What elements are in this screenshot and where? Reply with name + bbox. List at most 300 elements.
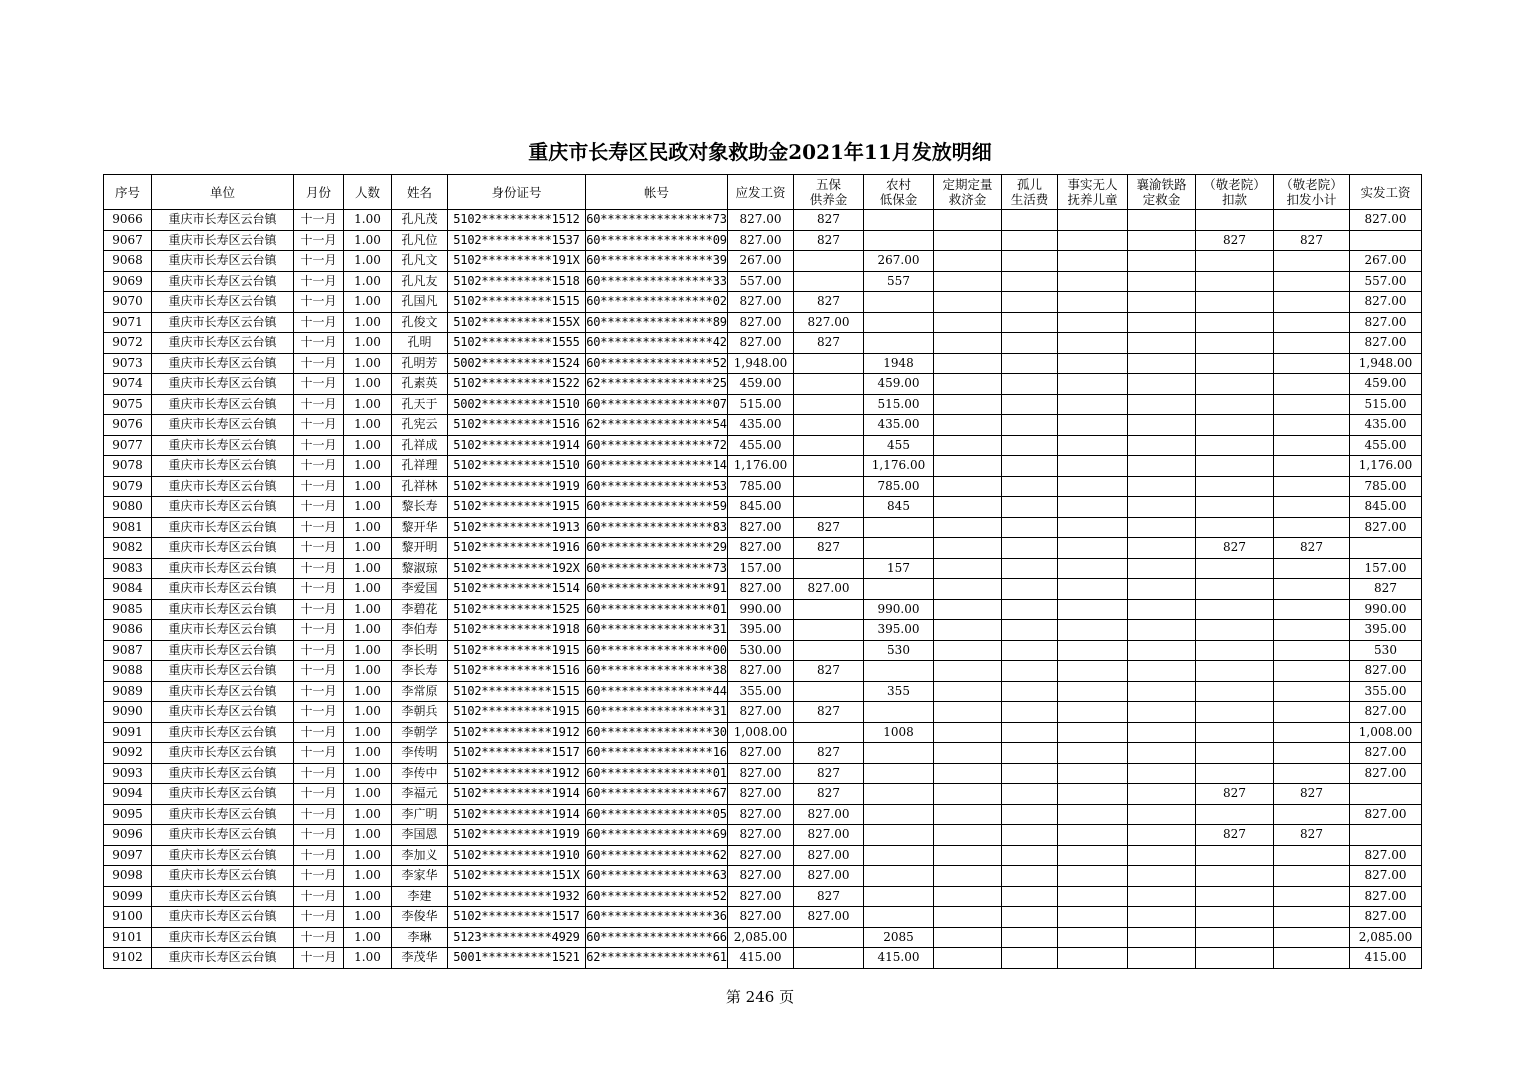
- table-cell: [1058, 579, 1128, 600]
- table-cell: 9076: [104, 415, 152, 436]
- table-cell: [1196, 845, 1274, 866]
- table-cell: 1.00: [344, 825, 392, 846]
- table-cell: [794, 251, 864, 272]
- table-cell: 重庆市长寿区云台镇: [152, 230, 294, 251]
- table-cell: [1196, 927, 1274, 948]
- table-cell: 9093: [104, 763, 152, 784]
- table-cell: 827.00: [728, 517, 794, 538]
- table-cell: [934, 558, 1002, 579]
- table-cell: 重庆市长寿区云台镇: [152, 333, 294, 354]
- table-cell: 60****************36: [586, 907, 728, 928]
- column-header: 帐号: [586, 175, 728, 210]
- table-cell: [1058, 722, 1128, 743]
- table-cell: 十一月: [294, 784, 344, 805]
- column-header: 五保 供养金: [794, 175, 864, 210]
- table-cell: 827.00: [728, 743, 794, 764]
- table-cell: 827.00: [1350, 702, 1422, 723]
- table-cell: [1196, 681, 1274, 702]
- table-cell: 60****************09: [586, 230, 728, 251]
- table-cell: [1128, 497, 1196, 518]
- table-cell: 1.00: [344, 599, 392, 620]
- table-cell: [934, 866, 1002, 887]
- table-cell: 5102**********1914: [448, 784, 586, 805]
- table-cell: 孔俊文: [392, 312, 448, 333]
- table-cell: 355: [864, 681, 934, 702]
- table-cell: 557.00: [1350, 271, 1422, 292]
- table-cell: 黎开华: [392, 517, 448, 538]
- table-cell: 9067: [104, 230, 152, 251]
- table-cell: 5102**********151X: [448, 866, 586, 887]
- table-cell: [1196, 415, 1274, 436]
- table-cell: 1.00: [344, 804, 392, 825]
- table-cell: [794, 415, 864, 436]
- table-cell: [1128, 825, 1196, 846]
- table-cell: 5102**********1913: [448, 517, 586, 538]
- table-cell: 孔凡文: [392, 251, 448, 272]
- table-cell: [934, 271, 1002, 292]
- table-cell: 515.00: [1350, 394, 1422, 415]
- table-cell: 60****************39: [586, 251, 728, 272]
- table-cell: 827: [794, 743, 864, 764]
- table-cell: 十一月: [294, 763, 344, 784]
- table-cell: 60****************52: [586, 353, 728, 374]
- table-cell: 415.00: [728, 948, 794, 969]
- table-cell: 62****************61: [586, 948, 728, 969]
- table-cell: [794, 948, 864, 969]
- table-cell: [1274, 579, 1350, 600]
- relief-fund-table: [103, 174, 1422, 969]
- table-cell: 827: [1196, 825, 1274, 846]
- table-cell: 5102**********1916: [448, 538, 586, 559]
- table-cell: 827.00: [728, 784, 794, 805]
- table-cell: [1128, 353, 1196, 374]
- table-cell: [1128, 210, 1196, 231]
- table-cell: [1002, 333, 1058, 354]
- table-cell: [1002, 394, 1058, 415]
- table-body: [104, 210, 1422, 969]
- table-cell: [1058, 312, 1128, 333]
- table-row: [104, 374, 1422, 395]
- table-cell: 455: [864, 435, 934, 456]
- table-cell: 60****************89: [586, 312, 728, 333]
- table-cell: [1274, 435, 1350, 456]
- table-cell: 5102**********1915: [448, 497, 586, 518]
- table-cell: [1274, 456, 1350, 477]
- table-cell: [934, 661, 1002, 682]
- table-cell: 十一月: [294, 538, 344, 559]
- table-cell: [1058, 681, 1128, 702]
- table-cell: 李建: [392, 886, 448, 907]
- table-cell: 十一月: [294, 456, 344, 477]
- table-cell: [1128, 435, 1196, 456]
- table-cell: 530.00: [728, 640, 794, 661]
- table-cell: [1002, 886, 1058, 907]
- table-cell: 9092: [104, 743, 152, 764]
- table-cell: [1058, 661, 1128, 682]
- table-cell: 827.00: [1350, 661, 1422, 682]
- table-cell: [794, 456, 864, 477]
- table-cell: 李朝兵: [392, 702, 448, 723]
- table-cell: [1002, 374, 1058, 395]
- table-cell: 60****************33: [586, 271, 728, 292]
- table-cell: 845: [864, 497, 934, 518]
- table-cell: [1058, 743, 1128, 764]
- table-row: [104, 927, 1422, 948]
- table-cell: 1.00: [344, 251, 392, 272]
- table-cell: 李加义: [392, 845, 448, 866]
- table-cell: 5102**********1537: [448, 230, 586, 251]
- table-cell: [1128, 620, 1196, 641]
- table-cell: [934, 825, 1002, 846]
- table-cell: [1274, 394, 1350, 415]
- table-cell: [794, 681, 864, 702]
- table-cell: [1128, 845, 1196, 866]
- table-cell: [1196, 866, 1274, 887]
- table-cell: 重庆市长寿区云台镇: [152, 312, 294, 333]
- table-row: [104, 271, 1422, 292]
- table-cell: [1002, 271, 1058, 292]
- table-cell: 5102**********1914: [448, 804, 586, 825]
- column-header: （敬老院） 扣发小计: [1274, 175, 1350, 210]
- table-cell: [794, 599, 864, 620]
- table-cell: 827: [794, 886, 864, 907]
- table-cell: 重庆市长寿区云台镇: [152, 743, 294, 764]
- table-cell: [934, 394, 1002, 415]
- column-header: 身份证号: [448, 175, 586, 210]
- table-cell: [794, 722, 864, 743]
- table-row: [104, 804, 1422, 825]
- table-cell: [1274, 681, 1350, 702]
- table-cell: [1128, 743, 1196, 764]
- table-cell: 1.00: [344, 497, 392, 518]
- table-cell: 435.00: [1350, 415, 1422, 436]
- table-cell: [1128, 271, 1196, 292]
- table-cell: [934, 415, 1002, 436]
- table-cell: [1274, 251, 1350, 272]
- table-cell: [1128, 292, 1196, 313]
- table-cell: 60****************91: [586, 579, 728, 600]
- table-cell: 1.00: [344, 517, 392, 538]
- table-row: [104, 599, 1422, 620]
- table-cell: [1128, 415, 1196, 436]
- table-cell: 李传明: [392, 743, 448, 764]
- table-cell: [934, 845, 1002, 866]
- table-cell: 827.00: [1350, 866, 1422, 887]
- table-cell: 十一月: [294, 271, 344, 292]
- table-cell: 重庆市长寿区云台镇: [152, 722, 294, 743]
- column-header: 应发工资: [728, 175, 794, 210]
- table-row: [104, 210, 1422, 231]
- table-cell: [794, 558, 864, 579]
- table-cell: [1196, 948, 1274, 969]
- table-cell: [1196, 620, 1274, 641]
- table-cell: [1058, 784, 1128, 805]
- table-cell: [1002, 948, 1058, 969]
- table-cell: 9072: [104, 333, 152, 354]
- table-cell: 60****************07: [586, 394, 728, 415]
- table-cell: 785.00: [728, 476, 794, 497]
- table-cell: 十一月: [294, 353, 344, 374]
- table-cell: 9089: [104, 681, 152, 702]
- table-cell: 557: [864, 271, 934, 292]
- table-cell: [1002, 415, 1058, 436]
- table-cell: [1058, 497, 1128, 518]
- table-cell: [1128, 907, 1196, 928]
- table-cell: 9099: [104, 886, 152, 907]
- table-cell: 5102**********1932: [448, 886, 586, 907]
- table-cell: 60****************62: [586, 845, 728, 866]
- table-cell: 孔明: [392, 333, 448, 354]
- table-cell: [1128, 866, 1196, 887]
- table-cell: 60****************59: [586, 497, 728, 518]
- table-row: [104, 702, 1422, 723]
- table-cell: [1058, 866, 1128, 887]
- table-cell: [1274, 374, 1350, 395]
- table-cell: [1058, 825, 1128, 846]
- table-cell: 1.00: [344, 415, 392, 436]
- table-cell: 827.00: [728, 804, 794, 825]
- table-cell: 355.00: [1350, 681, 1422, 702]
- table-cell: 785.00: [864, 476, 934, 497]
- table-cell: [1058, 927, 1128, 948]
- table-cell: [1002, 292, 1058, 313]
- table-cell: [934, 210, 1002, 231]
- table-cell: 5002**********1510: [448, 394, 586, 415]
- table-cell: 435.00: [728, 415, 794, 436]
- table-cell: 60****************73: [586, 210, 728, 231]
- table-cell: [1274, 866, 1350, 887]
- table-cell: 1.00: [344, 312, 392, 333]
- table-cell: 9084: [104, 579, 152, 600]
- table-cell: [1196, 640, 1274, 661]
- table-cell: 1.00: [344, 353, 392, 374]
- table-row: [104, 579, 1422, 600]
- table-cell: 827: [794, 292, 864, 313]
- table-cell: [1058, 948, 1128, 969]
- table-cell: [1002, 845, 1058, 866]
- table-cell: 李国恩: [392, 825, 448, 846]
- table-cell: 827: [794, 702, 864, 723]
- table-cell: 重庆市长寿区云台镇: [152, 804, 294, 825]
- table-cell: [1128, 312, 1196, 333]
- table-cell: [864, 517, 934, 538]
- table-cell: 李伯寿: [392, 620, 448, 641]
- table-cell: 重庆市长寿区云台镇: [152, 251, 294, 272]
- table-cell: [794, 435, 864, 456]
- table-cell: 395.00: [864, 620, 934, 641]
- table-cell: [934, 333, 1002, 354]
- table-cell: 9094: [104, 784, 152, 805]
- table-cell: [934, 927, 1002, 948]
- table-cell: [864, 866, 934, 887]
- table-cell: 重庆市长寿区云台镇: [152, 866, 294, 887]
- table-cell: 845.00: [728, 497, 794, 518]
- table-cell: 827.00: [728, 333, 794, 354]
- table-cell: 1.00: [344, 845, 392, 866]
- table-cell: [1058, 620, 1128, 641]
- table-cell: [934, 435, 1002, 456]
- table-cell: [1196, 312, 1274, 333]
- column-header: 单位: [152, 175, 294, 210]
- table-cell: [1002, 927, 1058, 948]
- table-cell: [1274, 948, 1350, 969]
- table-cell: 孔祥林: [392, 476, 448, 497]
- table-cell: 785.00: [1350, 476, 1422, 497]
- table-cell: 157.00: [728, 558, 794, 579]
- table-cell: [1002, 538, 1058, 559]
- table-cell: 5102**********1919: [448, 825, 586, 846]
- table-cell: [1274, 558, 1350, 579]
- table-cell: 60****************00: [586, 640, 728, 661]
- table-cell: 1,008.00: [1350, 722, 1422, 743]
- table-cell: [1196, 907, 1274, 928]
- table-row: [104, 476, 1422, 497]
- table-cell: [1058, 251, 1128, 272]
- table-cell: 60****************05: [586, 804, 728, 825]
- table-cell: [1128, 702, 1196, 723]
- table-cell: 60****************67: [586, 784, 728, 805]
- table-cell: 重庆市长寿区云台镇: [152, 948, 294, 969]
- table-cell: [1128, 230, 1196, 251]
- table-cell: [1196, 599, 1274, 620]
- table-cell: 重庆市长寿区云台镇: [152, 702, 294, 723]
- table-header-row: [104, 175, 1422, 210]
- table-row: [104, 333, 1422, 354]
- table-cell: 827.00: [794, 825, 864, 846]
- table-cell: 827: [1196, 784, 1274, 805]
- table-cell: 5102**********1918: [448, 620, 586, 641]
- table-cell: [1196, 476, 1274, 497]
- table-cell: [864, 825, 934, 846]
- table-cell: [1196, 661, 1274, 682]
- table-cell: [1196, 435, 1274, 456]
- table-cell: 827: [794, 210, 864, 231]
- table-cell: 重庆市长寿区云台镇: [152, 927, 294, 948]
- table-cell: 重庆市长寿区云台镇: [152, 538, 294, 559]
- table-cell: 827.00: [1350, 743, 1422, 764]
- table-cell: [864, 784, 934, 805]
- table-cell: 李琳: [392, 927, 448, 948]
- table-cell: 十一月: [294, 497, 344, 518]
- table-cell: [1274, 476, 1350, 497]
- table-cell: 2,085.00: [728, 927, 794, 948]
- table-cell: 黎长寿: [392, 497, 448, 518]
- table-cell: 1.00: [344, 333, 392, 354]
- table-cell: [1274, 517, 1350, 538]
- table-cell: 827.00: [728, 886, 794, 907]
- table-cell: 827: [1196, 538, 1274, 559]
- table-cell: 9068: [104, 251, 152, 272]
- table-cell: 60****************63: [586, 866, 728, 887]
- table-cell: 1.00: [344, 763, 392, 784]
- table-cell: 5102**********1555: [448, 333, 586, 354]
- table-cell: 5102**********1517: [448, 907, 586, 928]
- table-cell: 重庆市长寿区云台镇: [152, 907, 294, 928]
- table-cell: 5002**********1524: [448, 353, 586, 374]
- table-cell: 827.00: [1350, 292, 1422, 313]
- table-cell: 李广明: [392, 804, 448, 825]
- table-cell: 459.00: [864, 374, 934, 395]
- table-cell: 十一月: [294, 620, 344, 641]
- table-cell: [1002, 251, 1058, 272]
- table-cell: [934, 702, 1002, 723]
- column-header: （敬老院） 扣款: [1196, 175, 1274, 210]
- table-cell: 827: [1350, 579, 1422, 600]
- table-cell: 60****************29: [586, 538, 728, 559]
- table-cell: [1128, 394, 1196, 415]
- table-cell: [1128, 374, 1196, 395]
- table-cell: 1,948.00: [1350, 353, 1422, 374]
- table-cell: 十一月: [294, 579, 344, 600]
- table-cell: 重庆市长寿区云台镇: [152, 374, 294, 395]
- table-cell: 1.00: [344, 476, 392, 497]
- table-cell: 9096: [104, 825, 152, 846]
- table-cell: 重庆市长寿区云台镇: [152, 681, 294, 702]
- table-cell: 60****************53: [586, 476, 728, 497]
- table-cell: [1128, 886, 1196, 907]
- table-cell: 827: [1274, 825, 1350, 846]
- table-cell: [1274, 722, 1350, 743]
- table-cell: 5001**********1521: [448, 948, 586, 969]
- table-cell: [1002, 681, 1058, 702]
- table-cell: [1128, 558, 1196, 579]
- table-cell: [1128, 661, 1196, 682]
- table-cell: 重庆市长寿区云台镇: [152, 825, 294, 846]
- table-cell: 9098: [104, 866, 152, 887]
- table-cell: 5102**********1525: [448, 599, 586, 620]
- table-cell: 9082: [104, 538, 152, 559]
- table-cell: [1128, 251, 1196, 272]
- table-cell: [1058, 415, 1128, 436]
- table-cell: [934, 456, 1002, 477]
- table-cell: [1196, 702, 1274, 723]
- table-cell: 十一月: [294, 599, 344, 620]
- table-cell: 十一月: [294, 210, 344, 231]
- table-cell: 孔凡友: [392, 271, 448, 292]
- table-cell: 1.00: [344, 394, 392, 415]
- table-cell: 重庆市长寿区云台镇: [152, 456, 294, 477]
- table-cell: [1274, 804, 1350, 825]
- table-cell: 1.00: [344, 948, 392, 969]
- table-cell: [1058, 353, 1128, 374]
- table-cell: [1002, 640, 1058, 661]
- column-header: 实发工资: [1350, 175, 1422, 210]
- table-cell: [864, 845, 934, 866]
- table-row: [104, 661, 1422, 682]
- table-cell: [1196, 804, 1274, 825]
- table-cell: 重庆市长寿区云台镇: [152, 640, 294, 661]
- table-cell: [1274, 271, 1350, 292]
- table-cell: [1128, 456, 1196, 477]
- table-cell: 827.00: [1350, 333, 1422, 354]
- table-cell: [1274, 640, 1350, 661]
- table-cell: [1196, 517, 1274, 538]
- table-cell: 827.00: [728, 661, 794, 682]
- table-cell: 60****************69: [586, 825, 728, 846]
- table-cell: 1.00: [344, 435, 392, 456]
- table-cell: [1058, 210, 1128, 231]
- table-cell: [934, 948, 1002, 969]
- table-row: [104, 907, 1422, 928]
- table-cell: 十一月: [294, 661, 344, 682]
- table-cell: 5102**********1515: [448, 292, 586, 313]
- table-cell: 十一月: [294, 681, 344, 702]
- table-cell: [1274, 599, 1350, 620]
- table-cell: 827.00: [1350, 886, 1422, 907]
- table-cell: 1.00: [344, 743, 392, 764]
- table-cell: [1002, 722, 1058, 743]
- table-cell: 990.00: [1350, 599, 1422, 620]
